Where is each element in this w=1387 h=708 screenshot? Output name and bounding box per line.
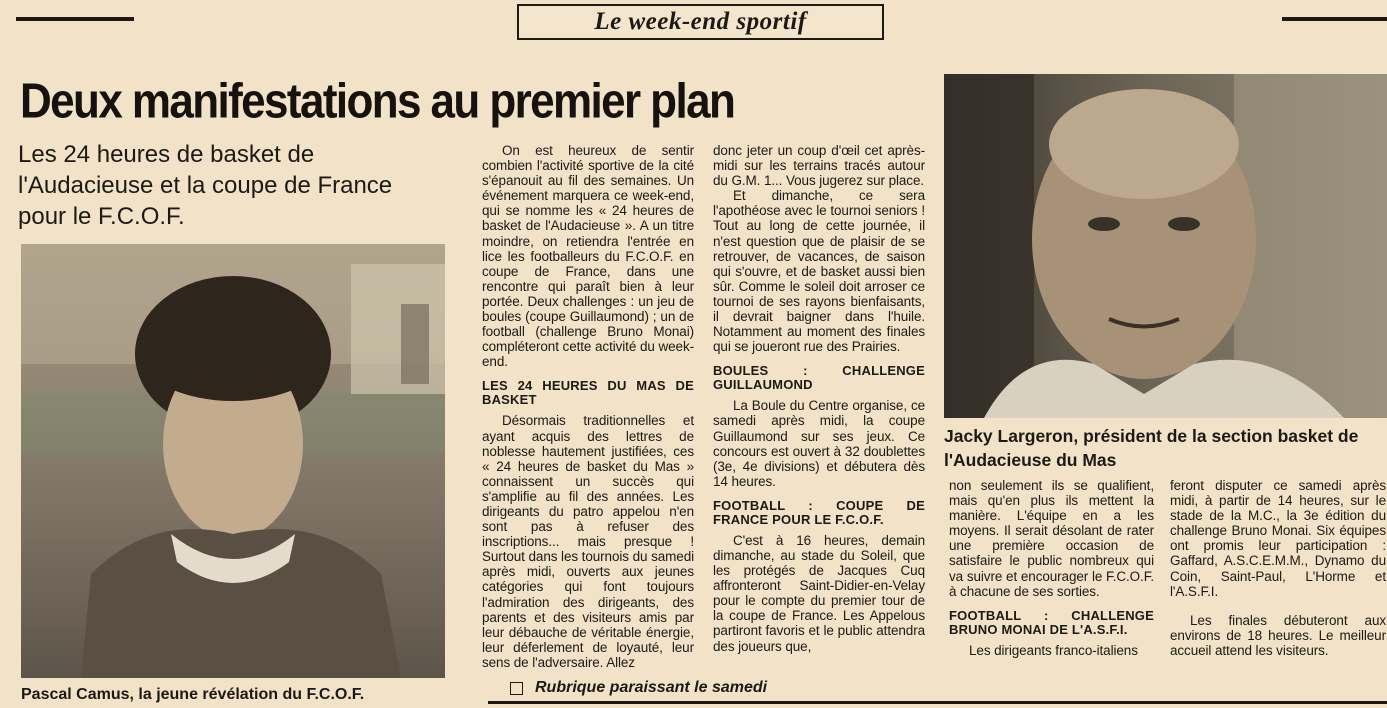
intro-paragraph: On est heureux de sentir combien l'activité sportive de la cité s'épanouit au fil des semaines. Un événement marquera ce week-end, qui se nomme les « 24 heures de basket de l'Audacieuse ». A un titre moindre, on retiendra l'entrée en lice les footballeurs du F.C.O.F. en coupe de France, dans une rencontre qui paraît bien à leur portée. Deux challenges : un jeu de boules (coupe Guillaumond) ; un de football (challenge Bruno Monai) compléteront cette activité du week-end.	[482, 143, 694, 370]
challenge-continued-paragraph: feront disputer ce samedi après midi, à partir de 14 heures, sur le stade de la M.C., la 3e édition du challenge Bruno Monai. Six équipes ont promis leur participation : Gaffard, A.S.C.E.M.M., Dynamo du Coin, Saint-Paul, L'Horme et l'A.S.F.I.	[1170, 478, 1386, 599]
article-column-2	[713, 143, 925, 654]
subhead: Les 24 heures de basket de l'Audacieuse et la coupe de France pour le F.C.O.F.	[18, 141, 393, 230]
photo-jacky-largeron	[944, 74, 1387, 418]
photo-pascal-camus	[21, 244, 445, 678]
top-rule-right	[1282, 17, 1387, 21]
article-column-3	[949, 478, 1154, 658]
headline: Deux manifestations au premier plan	[20, 74, 735, 129]
section-heading-basket: LES 24 HEURES DU MAS DE BASKET	[482, 378, 694, 408]
bottom-rule	[488, 701, 1387, 704]
section-heading-coupe-de-france: FOOTBALL : COUPE DE FRANCE POUR LE F.C.O.F.	[713, 497, 925, 527]
basket-paragraph: Désormais traditionnelles et ayant acquis des lettres de noblesse hautement justifiées, ces « 24 heures de basket du Mas » connaissent un succès qui s'amplifie au fil des années. Les dirigeants du patro appelou n'en sont pas à refuser des inscriptions... mais presque ! Surtout dans les tournois du samedi après midi, ouverts aux jeunes catégories qui font toujours l'admiration des dirigeants, des parents et des visiteurs amis par leur débauche de véritable énergie, leur déferlement de loyauté, leur sens de l'adversaire. Allez	[482, 413, 694, 670]
top-rule-left	[16, 17, 134, 21]
section-kicker	[517, 4, 884, 40]
article-column-1	[482, 143, 694, 670]
finales-paragraph: Les finales débuteront aux environs de 18 heures. Le meilleur accueil attend les visiteurs.	[1170, 612, 1386, 658]
boules-paragraph: La Boule du Centre organise, ce samedi après midi, la coupe Guillaumond sur ses jeux. Ce concours est ouvert à 32 doublettes (3e, 4e divisions) et débutera dès 14 heures.	[713, 398, 925, 489]
photo1-caption: Pascal Camus, la jeune révélation du F.C.O.F.	[21, 686, 365, 703]
basket-continued-paragraph: donc jeter un coup d'œil cet après-midi sur les terrains tracés autour du G.M. 1... Vous jugerez sur place.	[713, 143, 925, 189]
section-heading-boules: BOULES : CHALLENGE GUILLAUMOND	[713, 363, 925, 393]
photo-placeholder-1	[21, 244, 445, 678]
rubrique-text: Rubrique paraissant le samedi	[535, 679, 768, 696]
kicker-text: Le week-end sportif	[594, 8, 807, 35]
coupe-continued-paragraph: non seulement ils se qualifient, mais qu'en plus ils mettent la manière. L'équipe en a les moyens. Il serait désolant de rater une première occasion de satisfaire le public nombreux qui va suivre et encourager le F.C.O.F. à chacune de ses sorties.	[949, 478, 1154, 599]
photo-placeholder-2	[944, 74, 1387, 418]
rubrique-footer	[510, 679, 767, 697]
photo2-caption: Jacky Largeron, président de la section basket de l'Audacieuse du Mas	[944, 426, 1359, 470]
section-heading-challenge-monai: FOOTBALL : CHALLENGE BRUNO MONAI DE L'A.S.F.I.	[949, 607, 1154, 637]
article-column-4	[1170, 478, 1386, 658]
dimanche-paragraph: Et dimanche, ce sera l'apothéose avec le tournoi seniors ! Tout au long de cette journée, il n'est question que de plaisir de se retrouver, de vacances, de saison qui s'ouvre, et de basket aussi bien sûr. Comme le soleil doit arroser ce tournoi de ses rayons bienfaisants, il devrait baigner dans l'huile. Notamment au moment des finales qui se joueront rue des Prairies.	[713, 188, 925, 355]
challenge-paragraph: Les dirigeants franco-italiens	[969, 642, 1138, 658]
coupe-paragraph: C'est à 16 heures, demain dimanche, au stade du Soleil, que les protégés de Jacques Cuq affronteront Saint-Didier-en-Velay pour le compte du premier tour de la coupe de France. Les Appelous partiront favoris et le public attendra des joueurs que,	[713, 532, 925, 654]
square-bullet-icon	[510, 682, 523, 695]
